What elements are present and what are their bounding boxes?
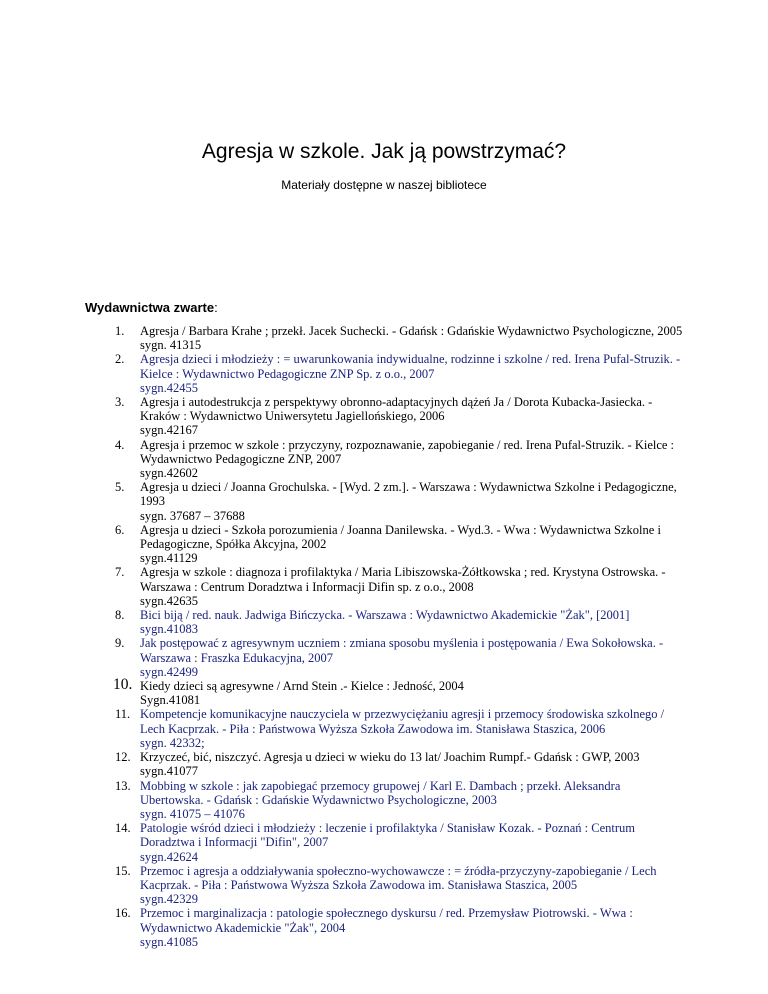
item-signature: sygn. 42332;	[140, 735, 205, 750]
item-citation: Patologie wśród dzieci i młodzieży : leczenie i profilaktyka / Stanisław Kozak. - Poznań : Centrum Doradztwa i Informacji "Difin", 2007	[140, 821, 636, 850]
item-number: 7.	[115, 565, 125, 580]
item-number: 14.	[115, 821, 131, 836]
item-citation: Agresja dzieci i młodzieży : = uwarunkowania indywidualne, rodzinne i szkolne / red. Irena Pufal-Struzik. - Kielce : Wydawnictwo Pedagogiczne ZNP Sp. z o.o., 2007	[140, 352, 681, 381]
item-citation: Jak postępować z agresywnym uczniem : zmiana sposobu myślenia i postępowania / Ewa Sokołowska. - Warszawa : Fraszka Edukacyjna, 2007	[140, 636, 664, 665]
list-item	[85, 608, 685, 636]
item-number: 2.	[115, 352, 125, 367]
item-signature: sygn. 41075 – 41076	[140, 806, 245, 821]
list-item	[85, 906, 685, 949]
item-citation: Agresja w szkole : diagnoza i profilaktyka / Maria Libiszowska-Żółtkowska ; red. Krystyna Ostrowska. - Warszawa : Centrum Doradztwa i Informacji Difin sp. z o.o., 2008	[140, 565, 666, 594]
item-citation: Agresja i autodestrukcja z perspektywy obronno-adaptacyjnych dążeń Ja / Dorota Kubacka-Jasiecka. - Kraków : Wydawnictwo Uniwersytetu Jagiellońskiego, 2006	[140, 395, 653, 424]
item-citation: Krzyczeć, bić, niszczyć. Agresja u dzieci w wieku do 13 lat/ Joachim Rumpf.- Gdańsk : GWP, 2003	[140, 750, 640, 765]
list-item	[85, 352, 685, 395]
item-signature: sygn. 41315	[140, 338, 202, 353]
item-signature: sygn.41077	[140, 764, 198, 779]
list-item	[85, 480, 685, 523]
list-item	[85, 523, 685, 566]
list-item	[85, 864, 685, 907]
item-number: 9.	[115, 636, 125, 651]
item-citation: Mobbing w szkole : jak zapobiegać przemocy grupowej / Karl E. Dambach ; przekł. Aleksandra Ubertowska. - Gdańsk : Gdańskie Wydawnictwo Psychologiczne, 2003	[140, 778, 621, 807]
item-citation: Agresja u dzieci - Szkoła porozumienia / Joanna Danilewska. - Wyd.3. - Wwa : Wydawnictwa Szkolne i Pedagogiczne, Spółka Akcyjna, 2002	[140, 522, 661, 552]
item-signature: sygn.42167	[140, 423, 198, 438]
item-signature: sygn.41129	[140, 551, 198, 566]
section-heading	[85, 300, 218, 315]
item-signature: sygn.41083	[140, 622, 198, 637]
item-number: 4.	[115, 437, 125, 452]
item-signature: sygn.42455	[140, 380, 198, 395]
list-item	[85, 821, 685, 864]
list-item	[85, 750, 685, 778]
list-item	[85, 438, 685, 481]
document-title: Agresja w szkole. Jak ją powstrzymać?	[201, 140, 567, 163]
item-citation: Bici biją / red. nauk. Jadwiga Bińczycka. - Warszawa : Wydawnictwo Akademickie "Żak", [2001]	[140, 608, 630, 623]
item-number: 1.	[115, 324, 125, 338]
list-item	[85, 565, 685, 608]
item-number: 11.	[115, 707, 131, 722]
item-number: 3.	[115, 395, 125, 410]
item-signature: sygn.42329	[140, 892, 198, 907]
item-signature: sygn.42602	[140, 466, 198, 481]
item-citation: Agresja i przemoc w szkole : przyczyny, rozpoznawanie, zapobieganie / red. Irena Pufal-Struzik. - Kielce : Wydawnictwo Pedagogiczne ZNP, 2007	[140, 437, 675, 466]
item-citation: Agresja u dzieci / Joanna Grochulska. - [Wyd. 2 zm.]. - Warszawa : Wydawnictwa Szkolne i Pedagogiczne, 1993	[140, 480, 677, 509]
item-number: 15.	[115, 863, 131, 878]
section-colon: :	[214, 300, 218, 315]
item-number: 6.	[115, 522, 125, 537]
item-citation: Kiedy dzieci są agresywne / Arnd Stein .- Kielce : Jedność, 2004	[140, 679, 464, 694]
item-number: 13.	[115, 778, 131, 793]
list-item	[85, 779, 685, 822]
item-citation: Agresja / Barbara Krahe ; przekł. Jacek Suchecki. - Gdańsk : Gdańskie Wydawnictwo Psychologiczne, 2005	[140, 324, 683, 338]
list-item	[85, 676, 685, 708]
item-number: 12.	[115, 750, 131, 765]
list-item	[85, 636, 685, 679]
item-number: 16.	[115, 906, 131, 921]
item-signature: sygn.42624	[140, 849, 198, 864]
list-item	[85, 395, 685, 438]
document-subtitle: Materiały dostępne w naszej bibliotece	[281, 178, 487, 192]
item-signature: Sygn.41081	[140, 693, 201, 708]
item-number: 5.	[115, 480, 125, 495]
item-signature: sygn. 37687 – 37688	[140, 508, 245, 523]
list-item	[85, 707, 685, 750]
item-signature: sygn.42499	[140, 664, 198, 679]
item-number: 10.	[113, 676, 133, 694]
bibliography-list	[85, 324, 685, 949]
item-number: 8.	[115, 608, 125, 623]
item-signature: sygn.42635	[140, 593, 198, 608]
item-citation: Przemoc i agresja a oddziaływania społeczno-wychowawcze : = źródła-przyczyny-zapobieganie / Lech Kacprzak. - Piła : Państwowa Wyższa Szkoła Zawodowa im. Stanisława Staszica, 2005	[140, 863, 657, 892]
list-item	[85, 324, 685, 352]
item-signature: sygn.41085	[140, 934, 198, 949]
item-citation: Przemoc i marginalizacja : patologie społecznego dyskursu / red. Przemysław Piotrowski. - Wwa : Wydawnictwo Akademickie "Żak", 2004	[140, 906, 633, 935]
section-label: Wydawnictwa zwarte	[85, 300, 215, 315]
item-citation: Kompetencje komunikacyjne nauczyciela w przezwyciężaniu agresji i przemocy środowiska szkolnego / Lech Kacprzak. - Piła : Państwowa Wyższa Szkoła Zawodowa im. Stanisława Staszica, 2006	[140, 707, 665, 736]
